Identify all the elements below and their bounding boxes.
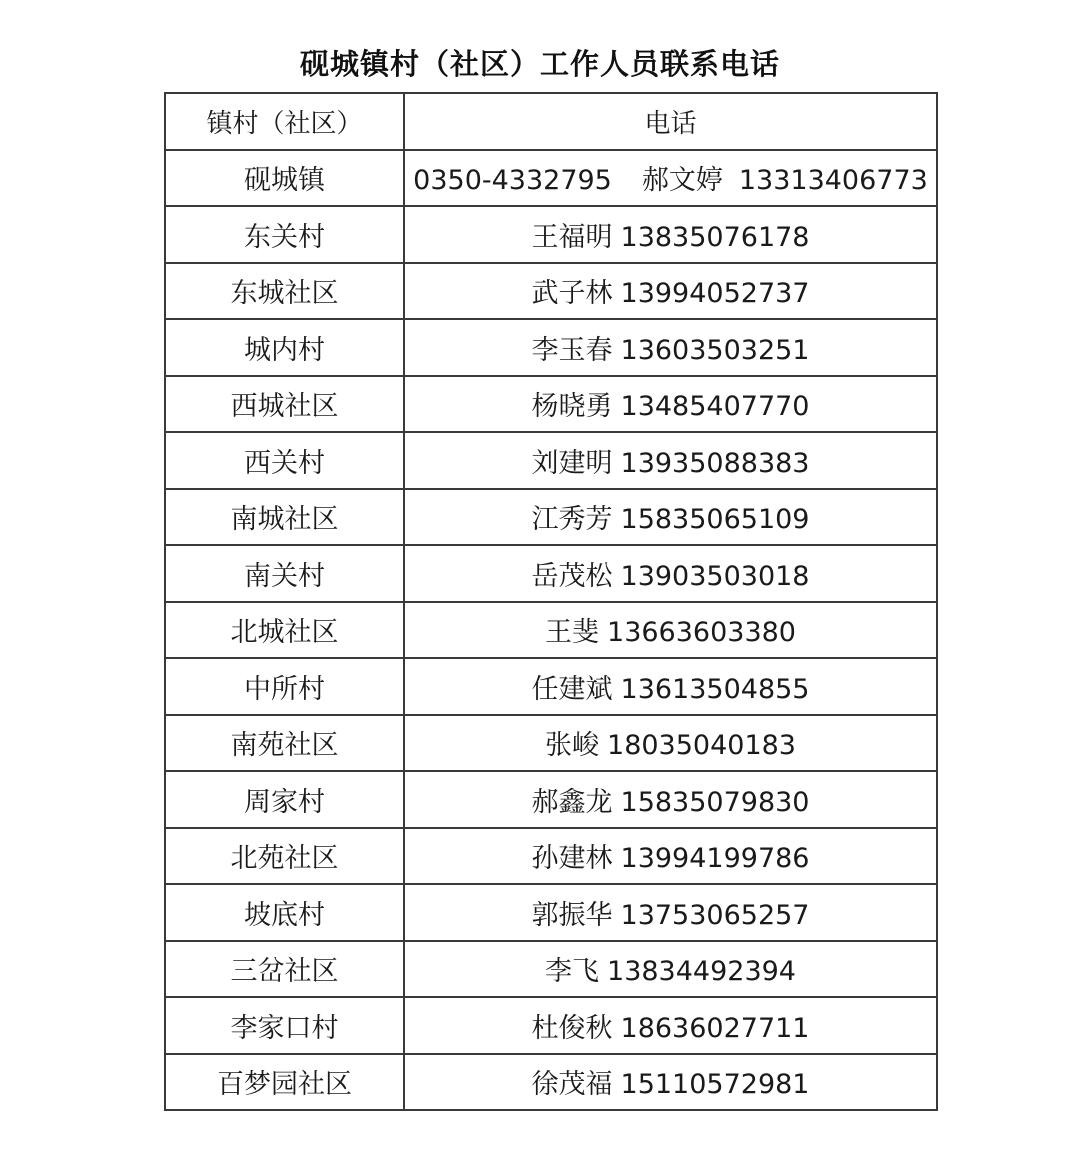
phone-cell: [404, 715, 937, 772]
contact-phone: 15835065109: [620, 504, 810, 536]
table-row: [165, 432, 937, 489]
place-cell: 三岔社区: [165, 941, 404, 998]
contact-name: 江秀芳: [531, 504, 613, 536]
place-cell: 中所村: [165, 658, 404, 715]
phone-cell: [404, 150, 937, 207]
phone-cell: [404, 489, 937, 546]
phone-cell: [404, 602, 937, 659]
table-header-row: [165, 93, 937, 150]
contact-phone: 13663603380: [607, 617, 796, 649]
contact-name: 王福明: [531, 221, 613, 253]
table-row: [165, 658, 937, 715]
place-cell: 北苑社区: [165, 828, 404, 885]
table-row: [165, 263, 937, 320]
contact-name: 郭振华: [531, 899, 613, 931]
table-row: [165, 206, 937, 263]
phone-cell: [404, 771, 937, 828]
phone-cell: [404, 997, 937, 1054]
contact-name: 李飞: [545, 956, 600, 988]
table-row: [165, 376, 937, 433]
place-cell: 砚城镇: [165, 150, 404, 207]
table-row: [165, 828, 937, 885]
phone-cell: [404, 319, 937, 376]
contact-phone: 13313406773: [738, 165, 928, 197]
phone-cell: [404, 206, 937, 263]
table-row: [165, 319, 937, 376]
phone-cell: [404, 432, 937, 489]
contact-table: [164, 92, 938, 1111]
contact-phone: 13835076178: [620, 221, 810, 253]
contact-name: 孙建林: [531, 843, 613, 875]
table-row: [165, 1054, 937, 1111]
contact-name: 杨晓勇: [531, 391, 613, 423]
table-row: [165, 489, 937, 546]
contact-name: 武子林: [531, 278, 613, 310]
place-cell: 百梦园社区: [165, 1054, 404, 1111]
place-cell: 周家村: [165, 771, 404, 828]
contact-phone: 15835079830: [620, 786, 810, 818]
table-row: [165, 771, 937, 828]
place-cell: 南关村: [165, 545, 404, 602]
contact-name: 岳茂松: [531, 560, 613, 592]
contact-phone: 13935088383: [620, 447, 810, 479]
place-cell: 西关村: [165, 432, 404, 489]
place-cell: 南苑社区: [165, 715, 404, 772]
contact-phone: 13613504855: [620, 673, 810, 705]
contact-name: 王斐: [545, 617, 600, 649]
contact-phone: 13994052737: [620, 278, 810, 310]
place-cell: 东关村: [165, 206, 404, 263]
table-row: [165, 715, 937, 772]
contact-phone: 18035040183: [607, 730, 796, 762]
page-title: 砚城镇村（社区）工作人员联系电话: [299, 47, 780, 81]
place-cell: 西城社区: [165, 376, 404, 433]
phone-cell: [404, 658, 937, 715]
table-row: [165, 150, 937, 207]
contact-phone: 13994199786: [620, 843, 810, 875]
table-row: [165, 997, 937, 1054]
place-cell: 北城社区: [165, 602, 404, 659]
table-row: [165, 602, 937, 659]
contact-name: 张峻: [545, 730, 600, 762]
contact-phone: 13903503018: [620, 560, 810, 592]
table-row: [165, 545, 937, 602]
contact-phone: 15110572981: [620, 1069, 810, 1101]
contact-phone: 13603503251: [620, 334, 810, 366]
contact-phone: 13485407770: [620, 391, 810, 423]
place-cell: 李家口村: [165, 997, 404, 1054]
phone-cell: [404, 941, 937, 998]
contact-name: 杜俊秋: [531, 1012, 613, 1044]
column-header-phone: 电话: [404, 93, 937, 150]
place-cell: 城内村: [165, 319, 404, 376]
contact-phone: 13834492394: [607, 956, 796, 988]
place-cell: 东城社区: [165, 263, 404, 320]
place-cell: 坡底村: [165, 884, 404, 941]
phone-cell: [404, 828, 937, 885]
office-phone: 0350-4332795: [413, 165, 612, 197]
contact-name: 任建斌: [531, 673, 613, 705]
phone-cell: [404, 545, 937, 602]
contact-phone: 18636027711: [620, 1012, 810, 1044]
contact-name: 李玉春: [531, 334, 613, 366]
phone-cell: [404, 376, 937, 433]
contact-name: 徐茂福: [531, 1069, 613, 1101]
contact-name: 郝鑫龙: [531, 786, 613, 818]
place-cell: 南城社区: [165, 489, 404, 546]
phone-cell: [404, 884, 937, 941]
column-header-place: 镇村（社区）: [165, 93, 404, 150]
table-row: [165, 941, 937, 998]
table-row: [165, 884, 937, 941]
contact-phone: 13753065257: [620, 899, 810, 931]
phone-cell: [404, 1054, 937, 1111]
phone-cell: [404, 263, 937, 320]
contact-name: 郝文婷: [641, 165, 723, 197]
contact-name: 刘建明: [531, 447, 613, 479]
